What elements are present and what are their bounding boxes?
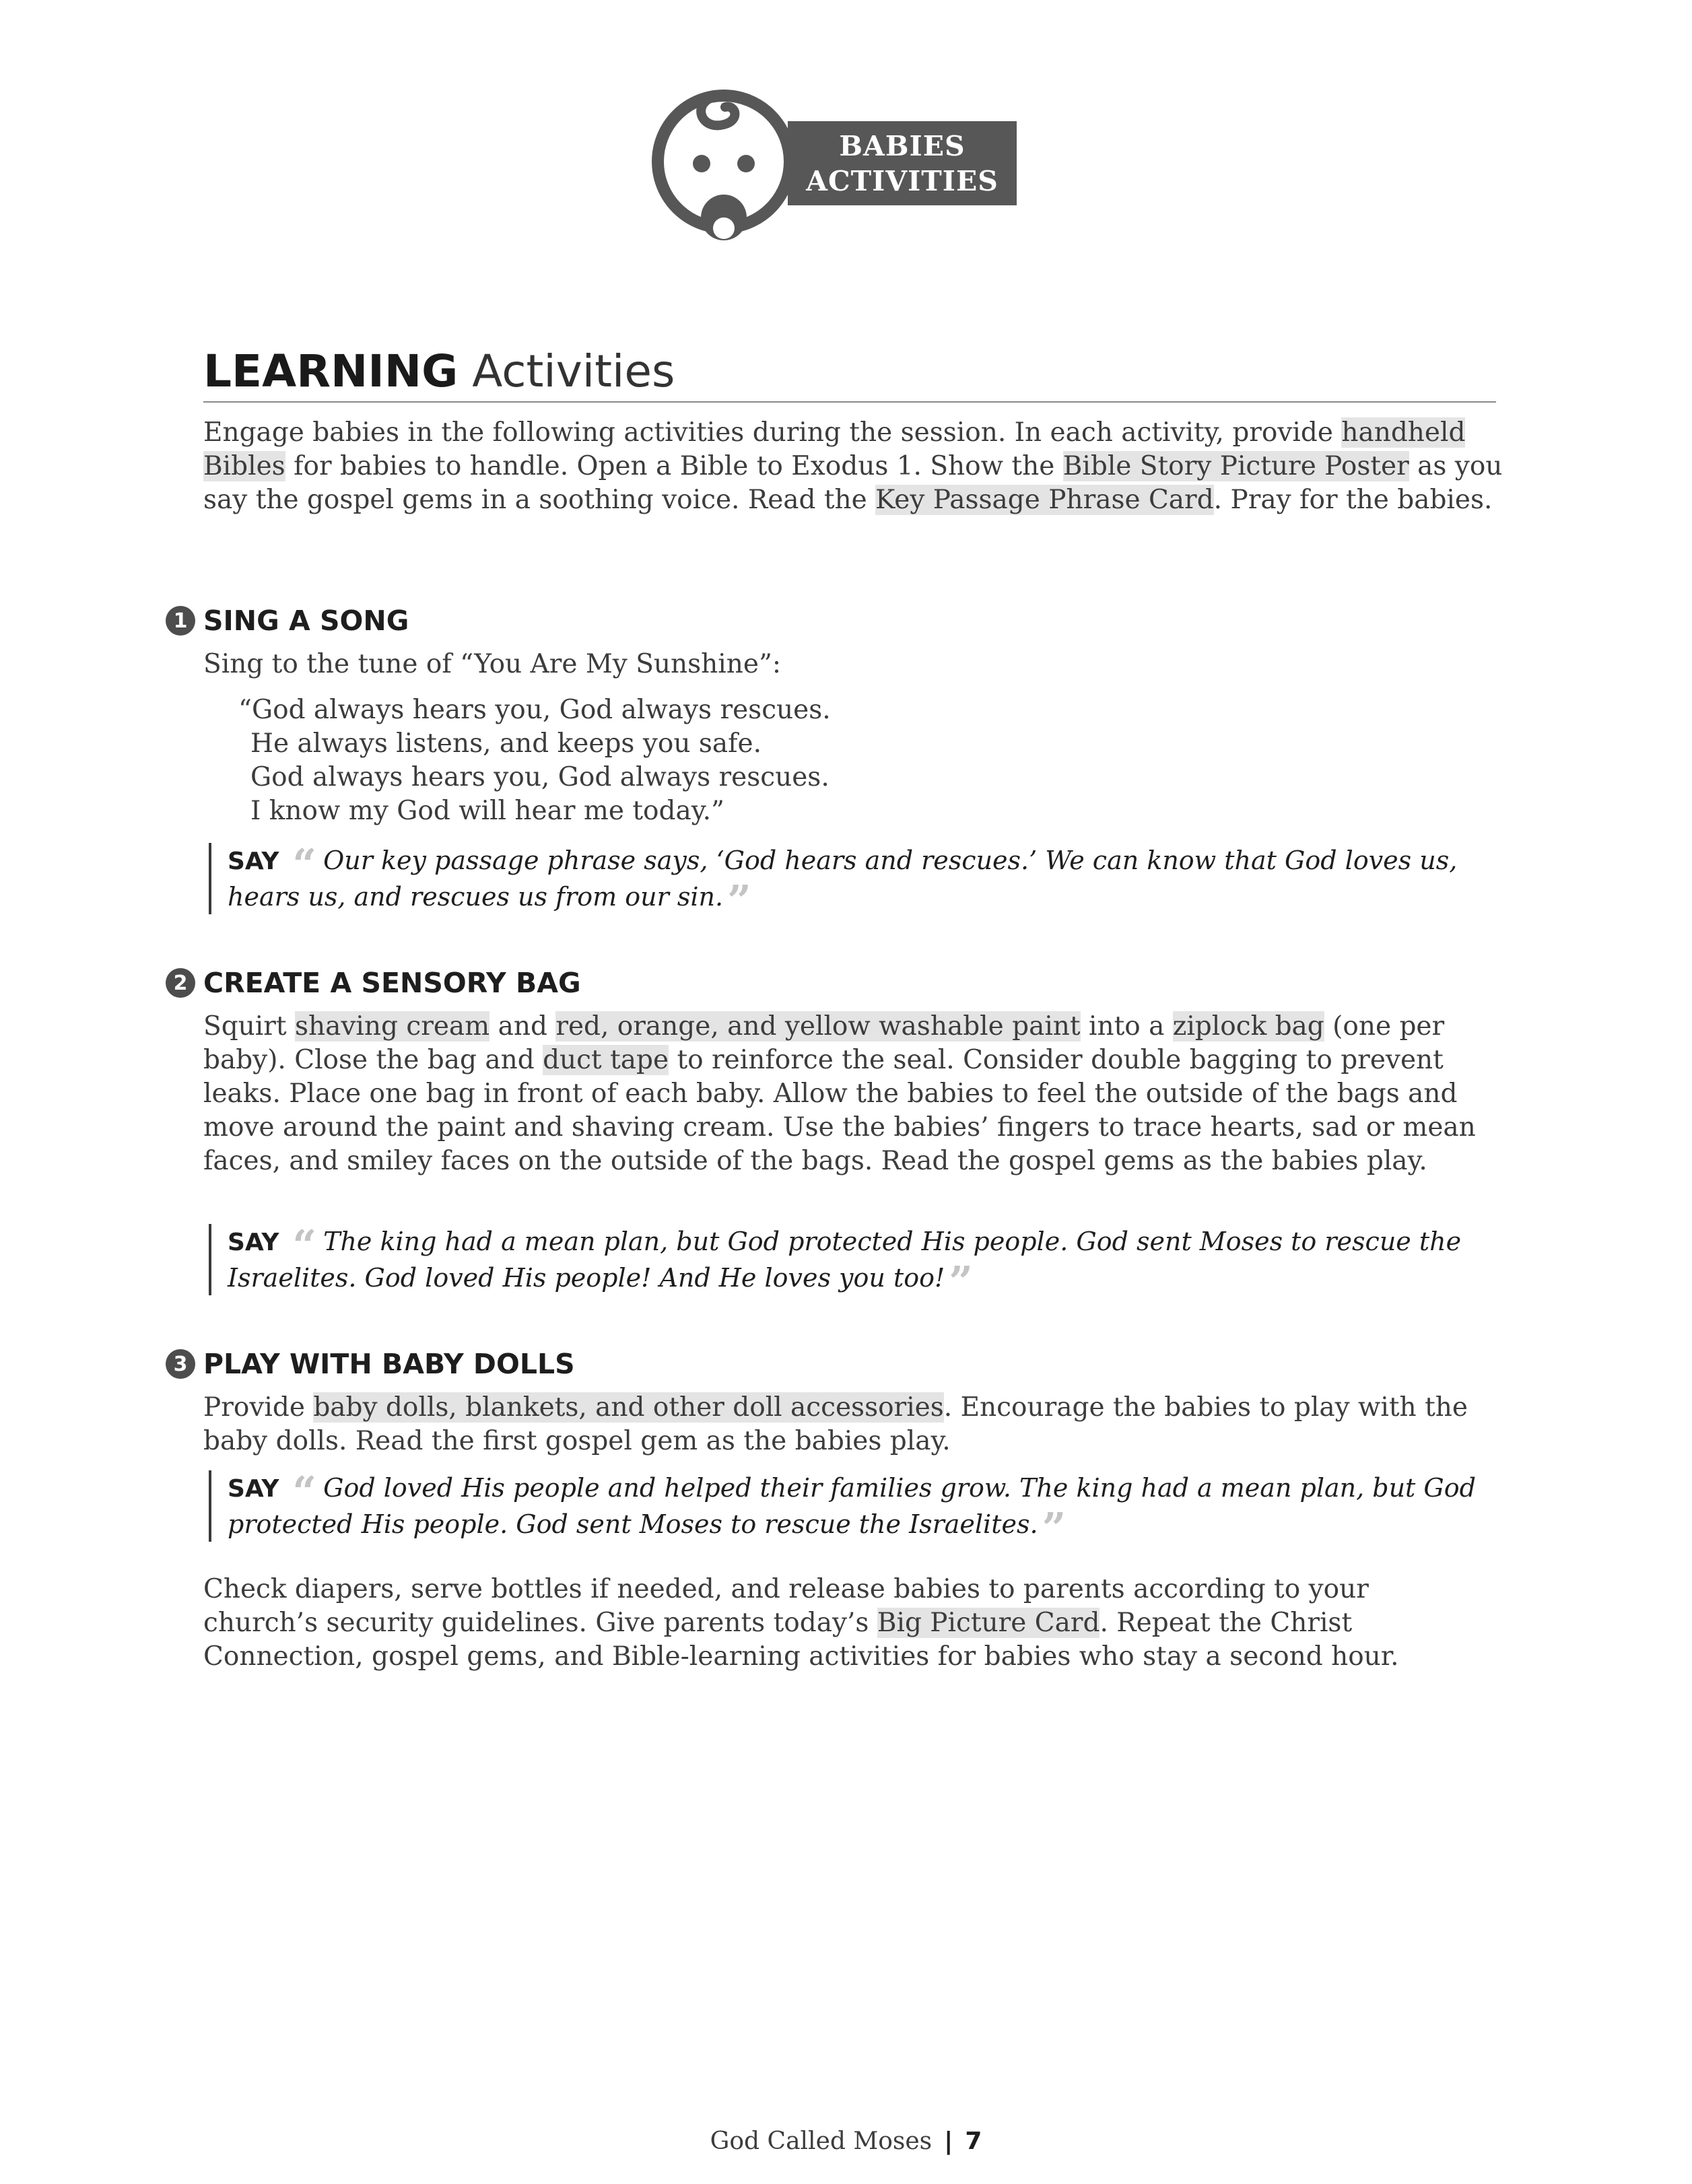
supply-ziplock-bag: ziplock bag (1172, 1011, 1324, 1042)
closing-text-1: Check diapers, serve bottles if needed, and release babies to parents according to your church’s security guidelines. Give parents today’s (203, 1574, 1369, 1638)
close-quote-icon: ” (727, 876, 751, 925)
close-quote-icon: ” (949, 1257, 973, 1306)
step-3-text (203, 1391, 1503, 1458)
page-footer (0, 2127, 1692, 2155)
supply-baby-dolls: baby dolls, blankets, and other doll accessories (313, 1392, 944, 1423)
step-2-text-4: (one per baby). Close the bag and (203, 1011, 1445, 1075)
supply-shaving-cream: shaving cream (295, 1011, 490, 1042)
say-label: SAY (228, 1475, 279, 1503)
say-label: SAY (228, 1229, 279, 1256)
step-2-text-2: and (489, 1011, 556, 1042)
page-number: 7 (965, 2127, 982, 2155)
intro-text-4: . Pray for the babies. (1213, 485, 1493, 515)
step-1-number-icon: 1 (166, 606, 195, 636)
supply-big-picture-card: Big Picture Card (877, 1608, 1100, 1638)
open-quote-icon: “ (292, 1221, 317, 1270)
step-1-heading (166, 601, 409, 641)
section-title-light: Activities (472, 345, 675, 397)
song-line: I know my God will hear me today.” (250, 796, 724, 826)
step-3-text-1: Provide (203, 1392, 314, 1423)
footer-separator: | (944, 2127, 953, 2155)
step-2-title: CREATE A SENSORY BAG (203, 967, 581, 999)
supply-key-passage-card: Key Passage Phrase Card (875, 485, 1214, 515)
section-title-bold: LEARNING (203, 345, 459, 397)
intro-text-2: for babies to handle. Open a Bible to Exodus 1. Show the (285, 451, 1063, 481)
step-1-title: SING A SONG (203, 605, 409, 637)
title-divider (203, 401, 1496, 403)
badge-line-1: BABIES (839, 129, 966, 162)
say-text: Our key passage phrase says, ‘God hears and rescues.’ We can know that God loves us, hears us, and rescues us from our sin. (228, 846, 1458, 912)
step-2-heading (166, 963, 581, 1003)
step-3-text-2: . Encourage the babies to play with the baby dolls. Read the first gospel gem as the babies play. (203, 1392, 1468, 1456)
step-2-text-1: Squirt (203, 1011, 295, 1042)
badge-label (788, 121, 1017, 205)
intro-text-1: Engage babies in the following activities during the session. In each activity, provide (203, 417, 1342, 448)
closing-text-2: . Repeat the Christ Connection, gospel gems, and Bible-learning activities for babies who stay a second hour. (203, 1608, 1399, 1672)
say-text: The king had a mean plan, but God protected His people. God sent Moses to rescue the Israelites. God loved His people! And He loves you too! (228, 1227, 1462, 1293)
step-2-number-icon: 2 (166, 968, 195, 998)
supply-handheld-bibles: handheld Bibles (203, 417, 1466, 481)
supply-bible-story-poster: Bible Story Picture Poster (1062, 451, 1409, 481)
header-badge (650, 84, 1040, 252)
song-line: God always hears you, God always rescues. (250, 762, 830, 792)
say-block-3 (209, 1467, 1527, 1552)
step-3-heading (166, 1344, 575, 1384)
say-block-1 (209, 840, 1527, 925)
step-3-title: PLAY WITH BABY DOLLS (203, 1348, 575, 1380)
supply-washable-paint: red, orange, and yellow washable paint (555, 1011, 1081, 1042)
step-2-text-5: to reinforce the seal. Consider double bagging to prevent leaks. Place one bag in front of each baby. Allow the babies to feel the outside of the bags and move around the paint and shaving cream. Use the babies’ fingers to trace hearts, sad or mean faces, and smiley faces on the outside of the bags. Read the gospel gems as the babies play. (203, 1045, 1476, 1176)
song-line: He always listens, and keeps you safe. (250, 728, 762, 759)
closing-paragraph (203, 1573, 1415, 1674)
song-line: “God always hears you, God always rescues. (238, 695, 831, 725)
step-2-text (203, 1010, 1503, 1178)
badge-line-2: ACTIVITIES (806, 164, 999, 197)
step-3-number-icon: 3 (166, 1349, 195, 1379)
step-1-text: Sing to the tune of “You Are My Sunshine”: (203, 649, 782, 679)
say-label: SAY (228, 848, 279, 875)
supply-duct-tape: duct tape (543, 1045, 669, 1075)
section-title (203, 345, 1496, 399)
open-quote-icon: “ (292, 840, 317, 889)
step-2-text-3: into a (1080, 1011, 1173, 1042)
open-quote-icon: “ (292, 1467, 317, 1516)
say-text: God loved His people and helped their families grow. The king had a mean plan, but God protected His people. God sent Moses to rescue the Israelites. (228, 1473, 1476, 1539)
intro-paragraph (203, 416, 1503, 517)
say-block-2 (209, 1221, 1527, 1306)
intro-text-3: as you say the gospel gems in a soothing voice. Read the (203, 451, 1503, 515)
close-quote-icon: ” (1042, 1503, 1067, 1552)
footer-title: God Called Moses (710, 2127, 933, 2155)
